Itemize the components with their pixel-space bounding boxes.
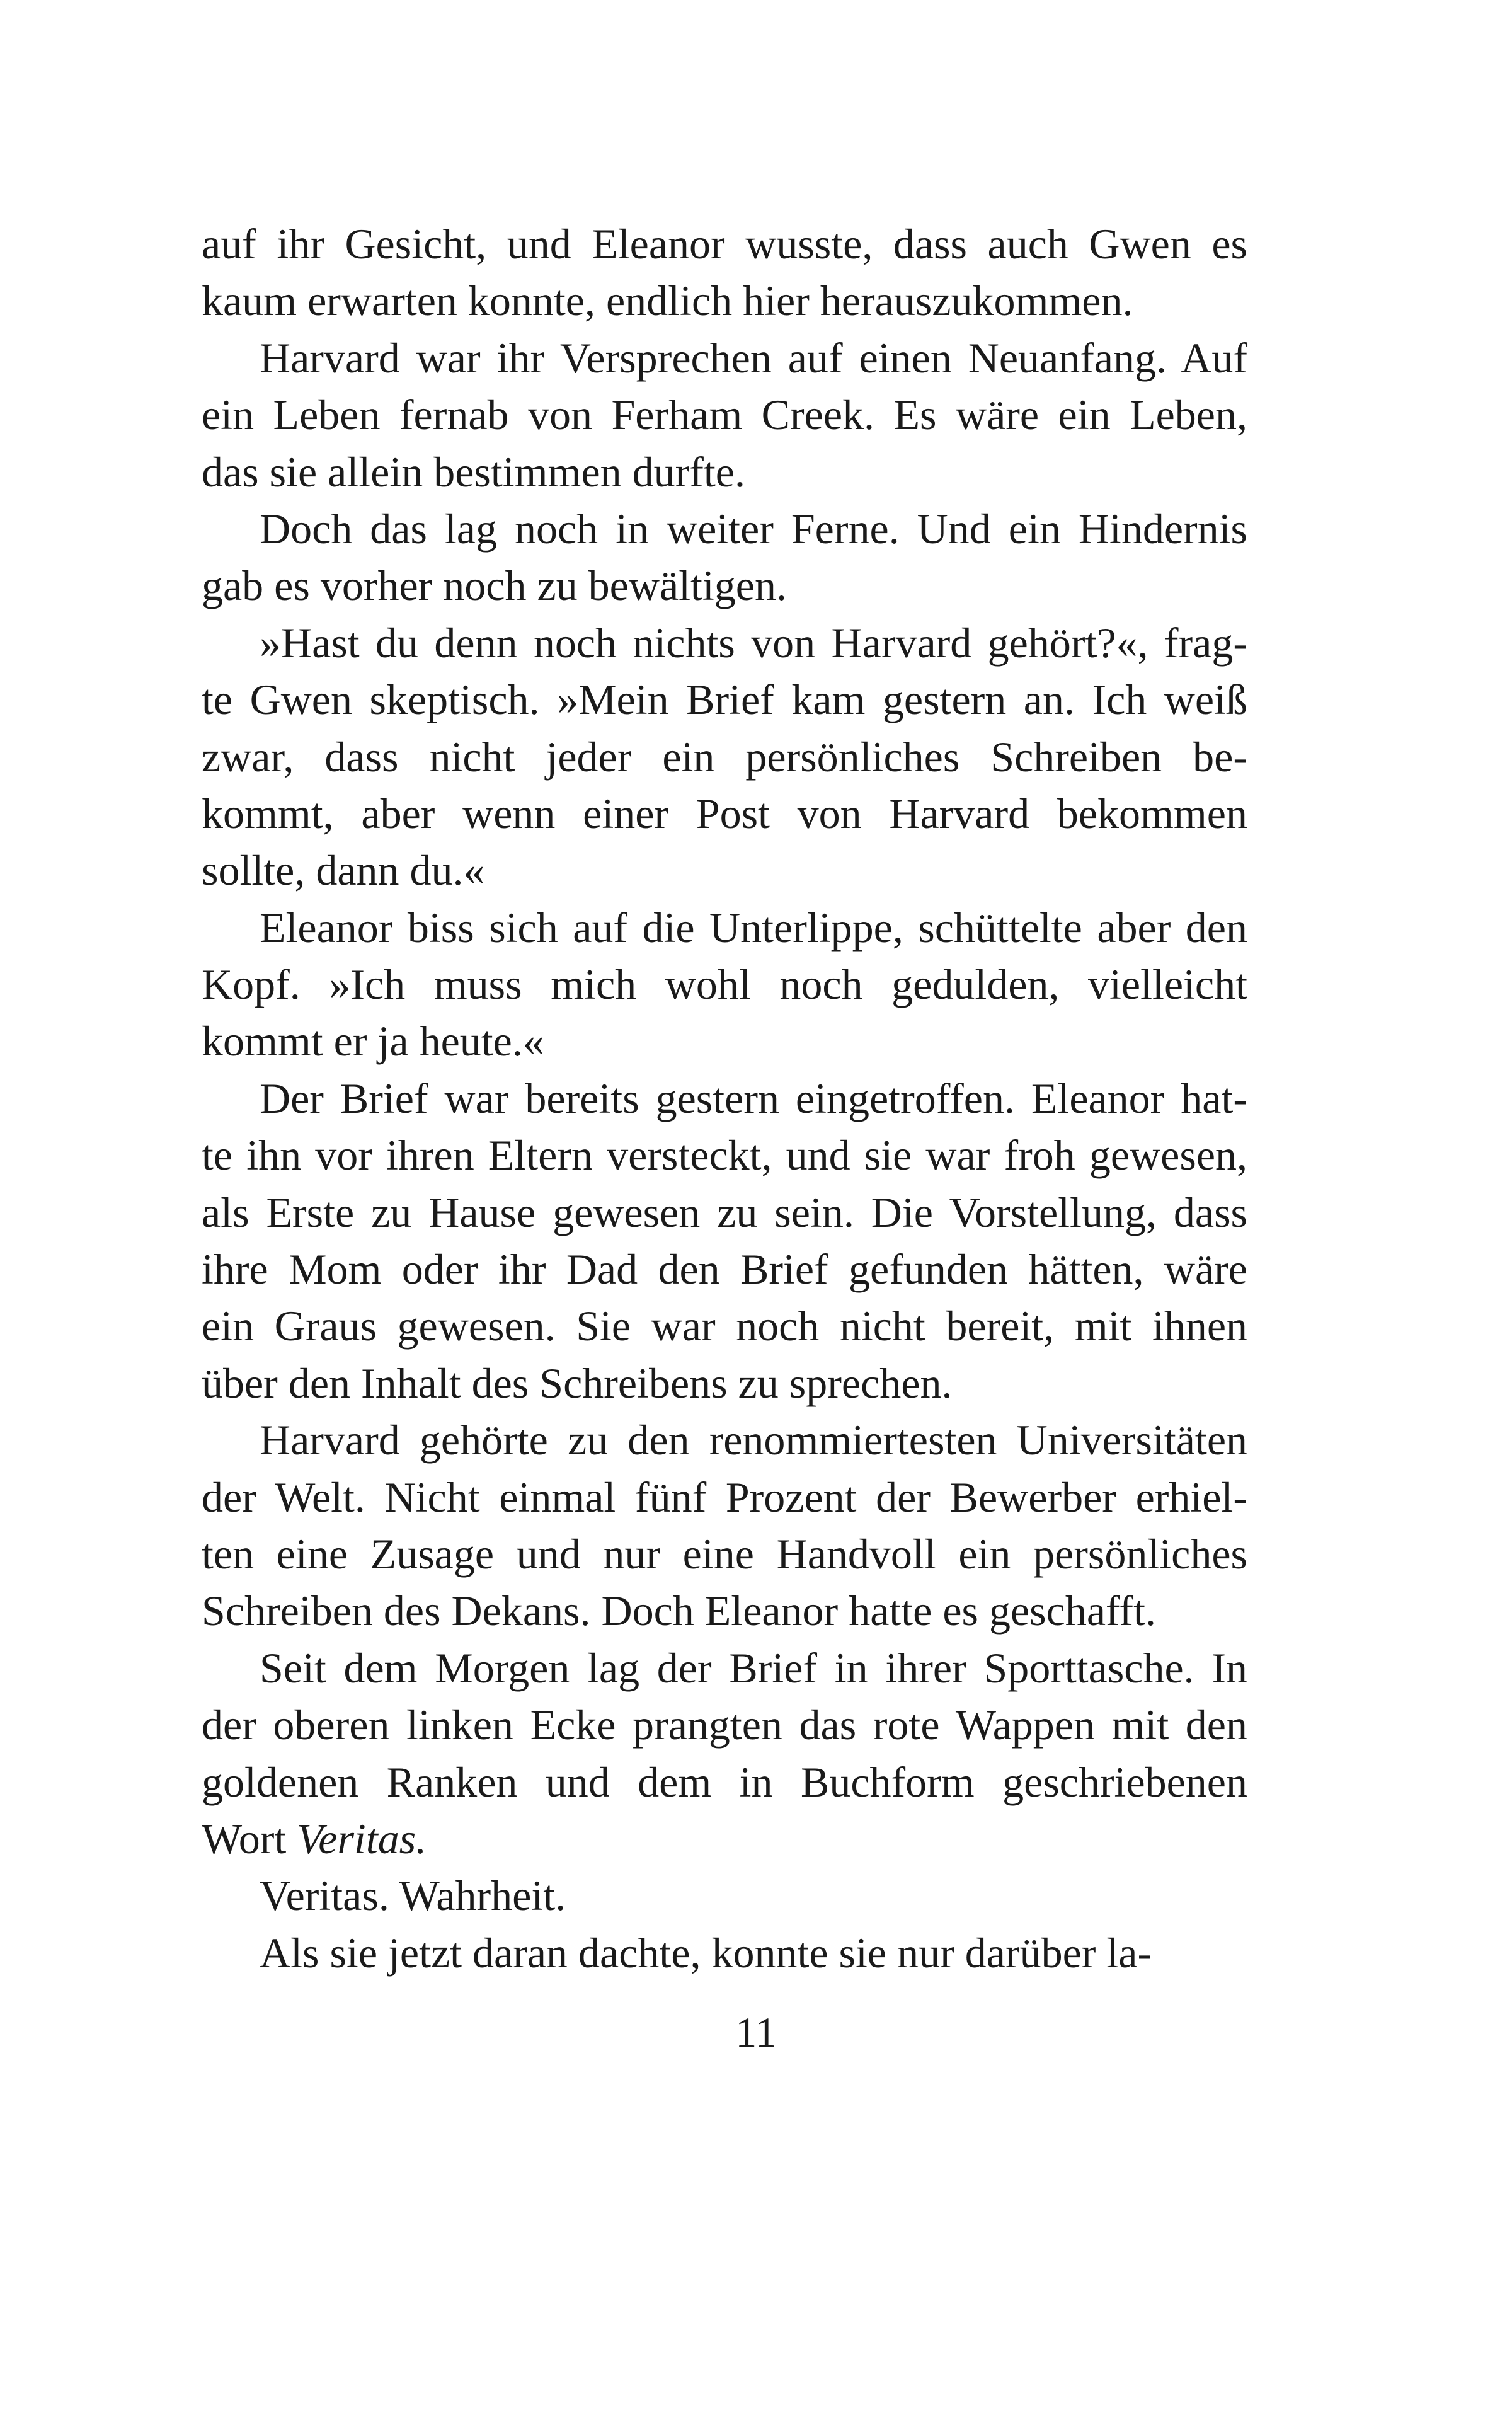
text-line: kommt er ja heute.« [202, 1017, 544, 1066]
paragraph [202, 614, 1247, 899]
text-line: über den Inhalt des Schreibens zu sprechen. [202, 1359, 953, 1407]
paragraph [202, 899, 1247, 1070]
text-line: sollte, dann du.« [202, 846, 485, 895]
text-line: kommt, aber wenn einer Post von Harvard bekommen [202, 789, 1247, 837]
text-line: der Welt. Nicht einmal fünf Prozent der Bewerber erhiel- [202, 1473, 1247, 1521]
text-line: Harvard war ihr Versprechen auf einen Neuanfang. Auf [260, 333, 1247, 382]
paragraph [202, 500, 1247, 614]
text-line: Seit dem Morgen lag der Brief in ihrer Sporttasche. In [260, 1643, 1247, 1692]
text-line: Harvard gehörte zu den renommiertesten Universitäten [260, 1416, 1247, 1464]
italic-word: Veritas. [297, 1814, 427, 1863]
paragraph [202, 330, 1247, 500]
text-line: kaum erwarten konnte, endlich hier herauszukommen. [202, 277, 1133, 325]
text-line: ein Graus gewesen. Sie war noch nicht bereit, mit ihnen [202, 1302, 1247, 1350]
text-line-prefix: Wort [202, 1814, 297, 1863]
text-line: Schreiben des Dekans. Doch Eleanor hatte es geschafft. [202, 1587, 1156, 1635]
paragraph [202, 216, 1247, 330]
text-line: Veritas. Wahrheit. [260, 1871, 566, 1920]
text-line: te ihn vor ihren Eltern versteckt, und sie war froh gewesen, [202, 1131, 1247, 1180]
text-line: der oberen linken Ecke prangten das rote Wappen mit den [202, 1701, 1247, 1749]
text-line: auf ihr Gesicht, und Eleanor wusste, dass auch Gwen es [202, 220, 1247, 268]
text-line: te Gwen skeptisch. »Mein Brief kam gestern an. Ich weiß [202, 676, 1247, 724]
text-line: Kopf. »Ich muss mich wohl noch gedulden, vielleicht [202, 960, 1247, 1009]
text-line: gab es vorher noch zu bewältigen. [202, 561, 787, 610]
text-line: goldenen Ranken und dem in Buchform geschriebenen [202, 1757, 1247, 1806]
text-line: Als sie jetzt daran dachte, konnte sie nur darüber la- [260, 1928, 1152, 1977]
text-line: als Erste zu Hause gewesen zu sein. Die Vorstellung, dass [202, 1188, 1247, 1236]
paragraph [202, 1924, 1247, 1981]
text-line: ten eine Zusage und nur eine Handvoll ein persönliches [202, 1529, 1247, 1578]
paragraph [202, 1867, 1247, 1924]
body-text [202, 216, 1247, 1981]
page-number: 11 [735, 2008, 777, 2056]
paragraph [202, 1070, 1247, 1411]
paragraph [202, 1411, 1247, 1640]
text-line: das sie allein bestimmen durfte. [202, 447, 745, 496]
text-line: ein Leben fernab von Ferham Creek. Es wäre ein Leben, [202, 391, 1247, 439]
text-line: Doch das lag noch in weiter Ferne. Und ein Hindernis [260, 504, 1247, 553]
text-line [202, 1810, 1247, 1867]
text-line: ihre Mom oder ihr Dad den Brief gefunden hätten, wäre [202, 1245, 1247, 1294]
text-line: Eleanor biss sich auf die Unterlippe, schüttelte aber den [260, 903, 1247, 952]
text-line: »Hast du denn noch nichts von Harvard gehört?«, frag- [260, 618, 1247, 667]
text-line: Der Brief war bereits gestern eingetroffen. Eleanor hat- [260, 1074, 1247, 1122]
text-line: zwar, dass nicht jeder ein persönliches Schreiben be- [202, 732, 1247, 781]
paragraph [202, 1640, 1247, 1868]
